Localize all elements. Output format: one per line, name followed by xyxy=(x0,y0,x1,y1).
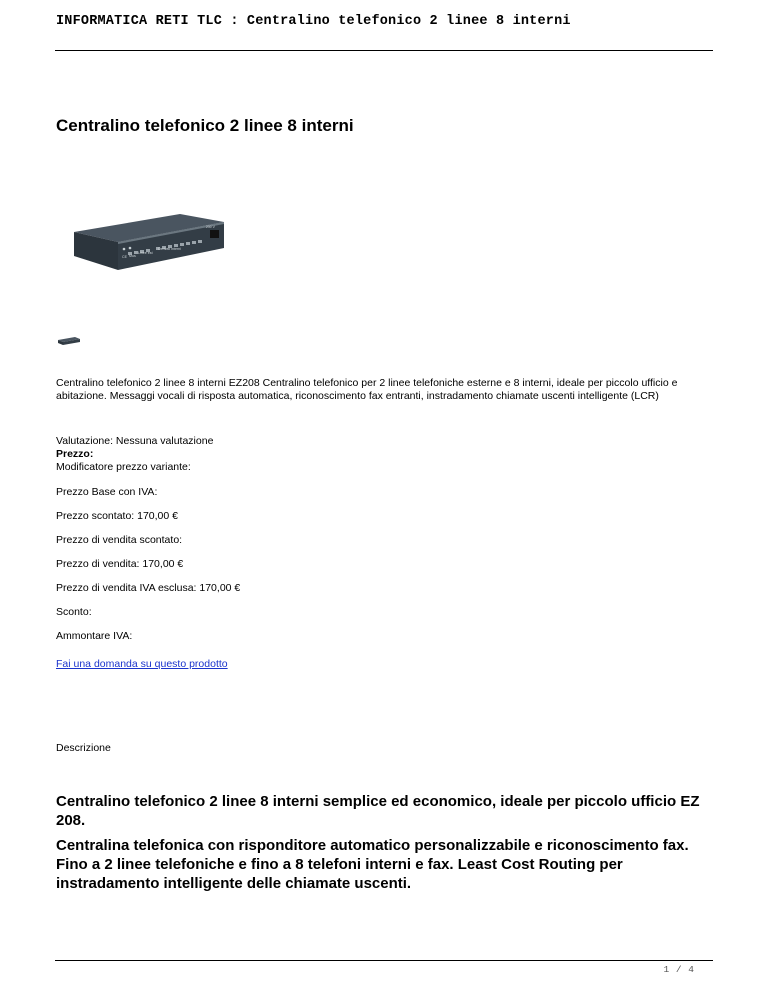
description-heading-1: Centralino telefonico 2 linee 8 interni semplice ed economico, ideale per piccolo ufficio EZ 208. xyxy=(56,793,700,829)
product-intro: Centralino telefonico 2 linee 8 interni EZ208 Centralino telefonico per 2 linee telefoniche esterne e 8 interni, ideale per piccolo ufficio e abitazione. Messaggi vocali di risposta automatica, riconoscimento fax entranti, instradamento chiamate uscenti intelligente (LCR) xyxy=(56,377,678,402)
page-header: INFORMATICA RETI TLC : Centralino telefonico 2 linee 8 interni xyxy=(56,14,571,29)
price-sale-without-vat: Prezzo di vendita IVA esclusa: 170,00 € xyxy=(56,582,241,594)
discount: Sconto: xyxy=(56,606,92,618)
page-indicator: 1 / 4 xyxy=(663,964,694,975)
ask-question-link[interactable]: Fai una domanda su questo prodotto xyxy=(56,658,228,670)
vat-amount: Ammontare IVA: xyxy=(56,630,133,642)
product-image xyxy=(66,208,226,272)
description-label: Descrizione xyxy=(56,742,111,754)
image-label-mus: Mus xyxy=(129,254,136,258)
price-sale: Prezzo di vendita: 170,00 € xyxy=(56,558,184,570)
product-thumbnail[interactable] xyxy=(57,336,81,346)
description-heading-2: Centralina telefonica con risponditore automatico personalizzabile e riconoscimento fax. Fino a 2 linee telefoniche e fino a 8 telefoni interni e fax. Least Cost Routing per instradamento intelligente delle chiamate uscenti. xyxy=(56,837,689,892)
price-variant-modifier: Modificatore prezzo variante: xyxy=(56,461,191,473)
footer-divider xyxy=(55,960,713,961)
price-discounted: Prezzo scontato: 170,00 € xyxy=(56,510,178,522)
price-label: Prezzo: xyxy=(56,448,94,460)
price-base-with-vat: Prezzo Base con IVA: xyxy=(56,486,158,498)
price-sale-discounted: Prezzo di vendita scontato: xyxy=(56,534,183,546)
image-label-ce: CE xyxy=(122,255,127,259)
rating-text: Valutazione: Nessuna valutazione xyxy=(56,435,214,447)
image-label-extensions: Derivati interni xyxy=(158,247,181,251)
image-label-voltage: 230 V xyxy=(206,225,215,229)
image-label-lines: Linee est xyxy=(138,251,153,255)
product-title: Centralino telefonico 2 linee 8 interni xyxy=(56,116,354,135)
header-divider xyxy=(55,50,713,51)
